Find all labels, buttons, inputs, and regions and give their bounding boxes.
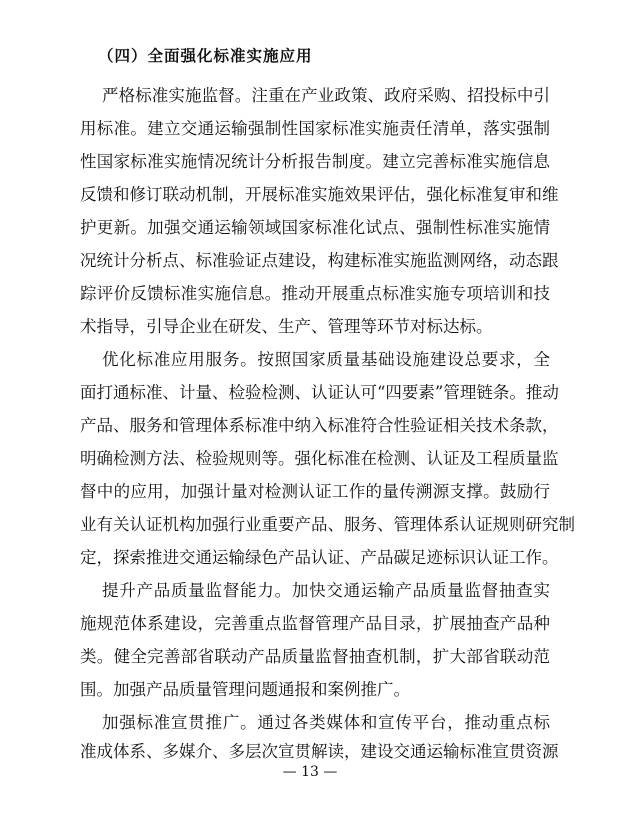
- paragraph-4-line: 加强标准宣贯推广。通过各类媒体和宣传平台，推动重点标: [102, 713, 550, 732]
- paragraph-1-line: 护更新。加强交通运输领域国家标准化试点、强制性标准实施情: [80, 218, 550, 237]
- page-number: — 13 —: [282, 764, 338, 780]
- paragraph-2-line: 明确检测方法、检验规则等。强化标准在检测、认证及工程质量监: [80, 449, 559, 468]
- paragraph-2-line: 产品、服务和管理体系标准中纳入标准符合性验证相关技术条款，: [80, 416, 559, 435]
- paragraph-3-line: 围。加强产品质量管理问题通报和案例推广。: [80, 680, 410, 699]
- paragraph-3-line: 施规范体系建设，完善重点监督管理产品目录，扩展抽查产品种: [80, 614, 550, 633]
- paragraph-1-line: 性国家标准实施情况统计分析报告制度。建立完善标准实施信息: [80, 152, 550, 171]
- section-heading: （四）全面强化标准实施应用: [98, 46, 313, 65]
- paragraph-3-line: 类。健全完善部省联动产品质量监督抽查机制，扩大部省联动范: [80, 647, 550, 666]
- paragraph-2-line: 优化标准应用服务。按照国家质量基础设施建设总要求，全: [102, 350, 550, 369]
- paragraph-3-line: 提升产品质量监督能力。加快交通运输产品质量监督抽查实: [102, 581, 550, 600]
- paragraph-2-line: 督中的应用，加强计量对检测认证工作的量传溯源支撑。鼓励行: [80, 482, 550, 501]
- paragraph-1-line: 踪评价反馈标准实施信息。推动开展重点标准实施专项培训和技: [80, 284, 550, 303]
- paragraph-2-line: 业有关认证机构加强行业重要产品、服务、管理体系认证规则研究制: [80, 515, 575, 534]
- paragraph-1-line: 严格标准实施监督。注重在产业政策、政府采购、招投标中引: [102, 86, 550, 105]
- paragraph-2-line: 定，探索推进交通运输绿色产品认证、产品碳足迹标识认证工作。: [80, 548, 559, 567]
- paragraph-4-line: 准成体系、多媒介、多层次宣贯解读，建设交通运输标准宣贯资源: [80, 742, 559, 761]
- paragraph-1-line: 术指导，引导企业在研发、生产、管理等环节对标达标。: [80, 317, 493, 336]
- paragraph-1-line: 况统计分析点、标准验证点建设，构建标准实施监测网络，动态跟: [80, 251, 559, 270]
- paragraph-1-line: 反馈和修订联动机制，开展标准实施效果评估，强化标准复审和维: [80, 185, 559, 204]
- paragraph-1-line: 用标准。建立交通运输强制性国家标准实施责任清单，落实强制: [80, 119, 550, 138]
- paragraph-2-line: 面打通标准、计量、检验检测、认证认可“四要素”管理链条。推动: [80, 383, 559, 402]
